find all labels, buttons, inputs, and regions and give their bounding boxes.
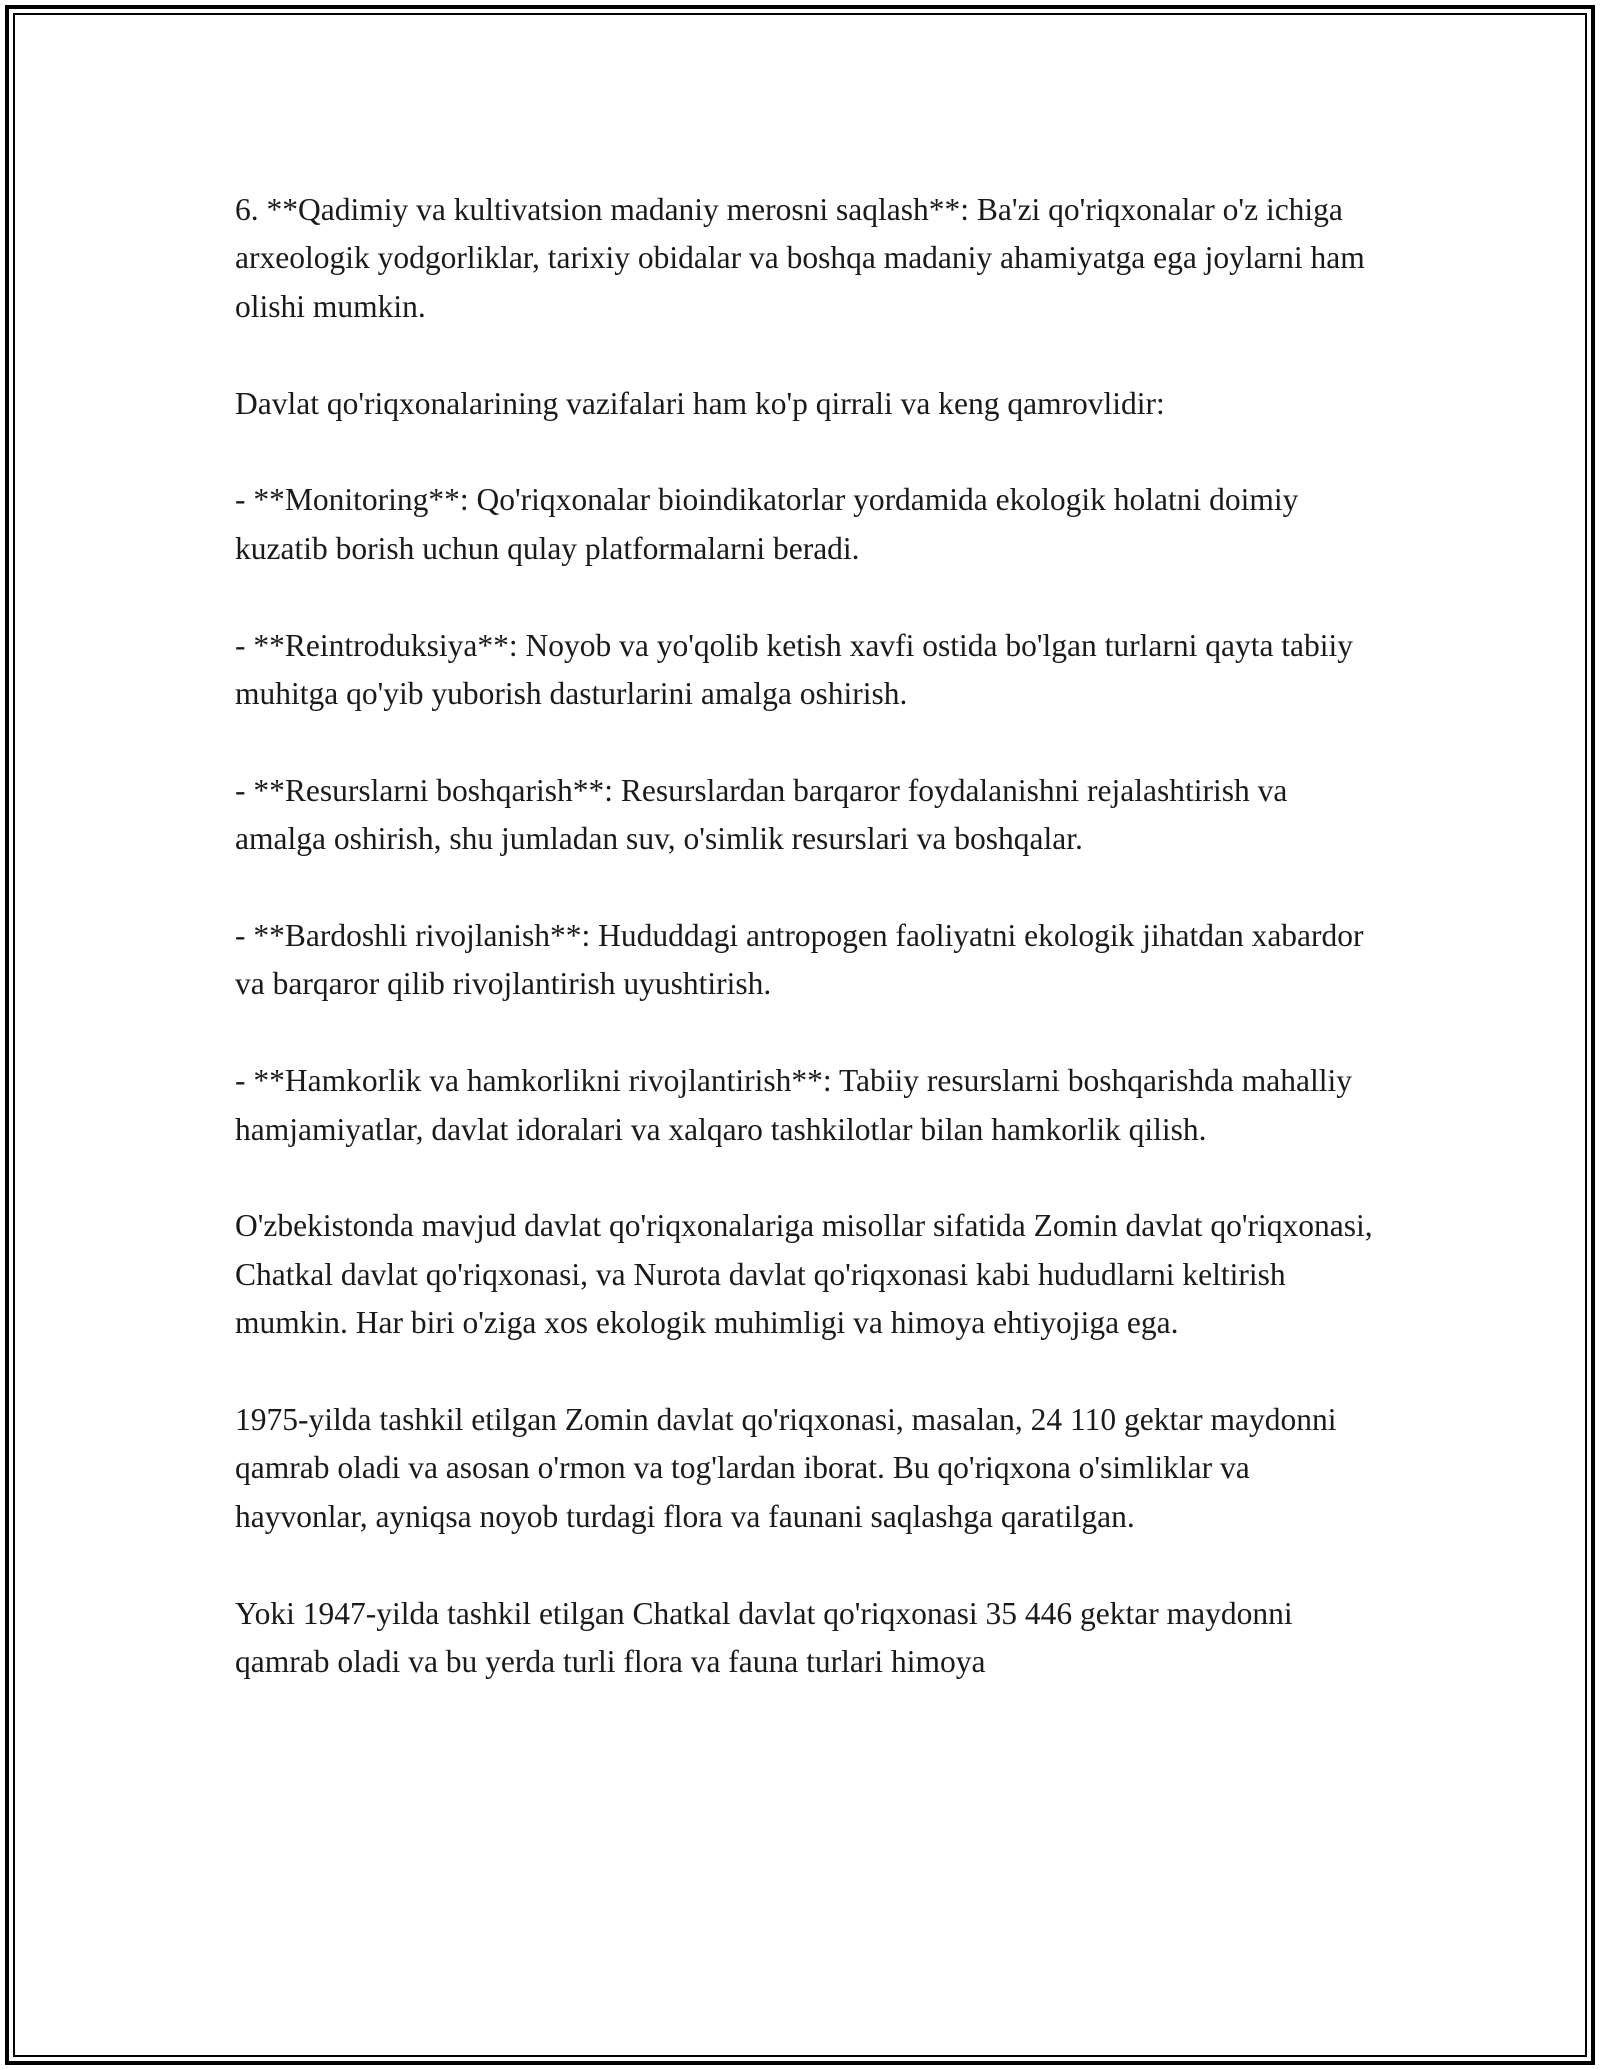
paragraph-heritage: 6. **Qadimiy va kultivatsion madaniy merosni saqlash**: Ba'zi qo'riqxonalar o'z ichiga arxeologik yodgorliklar, tarixiy obidalar va boshqa madaniy ahamiyatga ega joylarni ham olishi mumkin. bbox=[235, 192, 1365, 324]
paragraph-uzbekistan-examples: O'zbekistonda mavjud davlat qo'riqxonalariga misollar sifatida Zomin davlat qo'riqxonasi, Chatkal davlat qo'riqxonasi, va Nurota davlat qo'riqxonasi kabi hududlarni keltirish mumkin. Har biri o'ziga xos ekologik muhimligi va himoya ehtiyojiga ega. bbox=[235, 1208, 1373, 1341]
paragraph-tasks-intro: Davlat qo'riqxonalarining vazifalari ham ko'p qirrali va keng qamrovlidir: bbox=[235, 385, 1165, 421]
list-item-cooperation: - **Hamkorlik va hamkorlikni rivojlantirish**: Tabiiy resurslarni boshqarishda mahalliy hamjamiyatlar, davlat idoralari va xalqaro tashkilotlar bilan hamkorlik qilish. bbox=[235, 1063, 1353, 1147]
list-item-reintroduction: - **Reintroduksiya**: Noyob va yo'qolib ketish xavfi ostida bo'lgan turlarni qayta tabiiy muhitga qo'yib yuborish dasturlarini amalga oshirish. bbox=[235, 627, 1354, 712]
paragraph-zomin-reserve: 1975-yilda tashkil etilgan Zomin davlat qo'riqxonasi, masalan, 24 110 gektar maydonni qamrab oladi va asosan o'rmon va tog'lardan iborat. Bu qo'riqxona o'simliklar va hayvonlar, ayniqsa noyob turdagi flora va faunani saqlashga qaratilgan. bbox=[235, 1402, 1337, 1534]
paragraph-chatkal-reserve: Yoki 1947-yilda tashkil etilgan Chatkal davlat qo'riqxonasi 35 446 gektar maydonni qamrab oladi va bu yerda turli flora va fauna turlari himoya bbox=[235, 1595, 1293, 1680]
list-item-monitoring: - **Monitoring**: Qo'riqxonalar bioindikatorlar yordamida ekologik holatni doimiy kuzatib borish uchun qulay platformalarni beradi. bbox=[235, 482, 1299, 566]
list-item-sustainable-development: - **Bardoshli rivojlanish**: Hududdagi antropogen faoliyatni ekologik jihatdan xabardor va barqaror qilib rivojlantirish uyushtirish. bbox=[235, 918, 1364, 1002]
list-item-resource-management: - **Resurslarni boshqarish**: Resurslardan barqaror foydalanishni rejalashtirish va amalga oshirish, shu jumladan suv, o'simlik resurslari va boshqalar. bbox=[235, 772, 1288, 857]
document-body bbox=[235, 186, 1375, 1686]
